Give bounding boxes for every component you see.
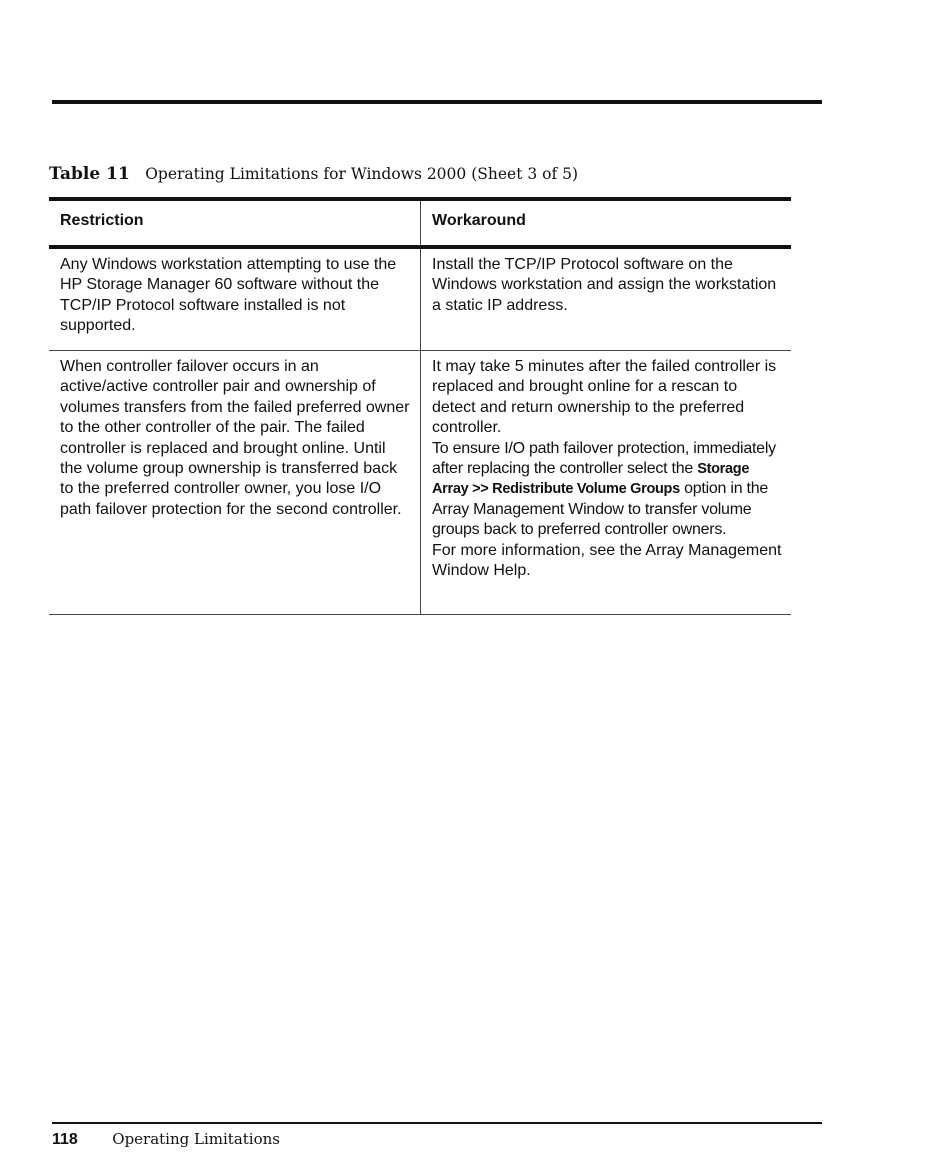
- footer-rule: [52, 1122, 822, 1124]
- menu-path: Storage Array >> Redistribute Volume Groups: [432, 461, 750, 498]
- restriction-cell: When controller failover occurs in an active/active controller pair and ownership of volumes transfers from the failed preferred owner to the other controller of the pair. The failed controller is replaced and brought online. Until the volume group ownership is transferred back to the preferred controller owner, you lose I/O path failover protection for the second controller.: [49, 351, 421, 614]
- header-restriction: Restriction: [49, 201, 421, 245]
- page-number: 118: [52, 1131, 78, 1148]
- header-workaround: Workaround: [432, 212, 526, 229]
- workaround-paragraph: [432, 439, 783, 541]
- workaround-paragraph: It may take 5 minutes after the failed controller is replaced and brought online for a rescan to detect and return ownership to the preferred controller.: [432, 358, 777, 437]
- workaround-text: option in the Array Management Window to transfer volume groups back to preferred controller owners.: [432, 480, 769, 539]
- page-footer: [52, 1130, 280, 1149]
- workaround-paragraph: For more information, see the Array Management Window Help.: [432, 541, 782, 580]
- table-caption: [49, 164, 578, 184]
- table-row: [49, 249, 791, 350]
- workaround-cell: [421, 351, 791, 614]
- restriction-cell: Any Windows workstation attempting to use the HP Storage Manager 60 software without the TCP/IP Protocol software installed is not supported.: [49, 249, 421, 350]
- table-row: [49, 351, 791, 614]
- table-bottom-rule: [49, 614, 791, 615]
- section-name: Operating Limitations: [112, 1130, 280, 1148]
- workaround-text: To ensure I/O path failover protection, immediately after replacing the controller select the: [432, 439, 776, 478]
- limitations-table: [49, 197, 791, 615]
- table-caption-text: Operating Limitations for Windows 2000 (Sheet 3 of 5): [145, 165, 579, 183]
- top-rule: [52, 100, 822, 104]
- table-caption-label: Table 11: [49, 164, 130, 184]
- table-header-row: [49, 201, 791, 245]
- workaround-cell: Install the TCP/IP Protocol software on the Windows workstation and assign the workstation a static IP address.: [432, 256, 777, 314]
